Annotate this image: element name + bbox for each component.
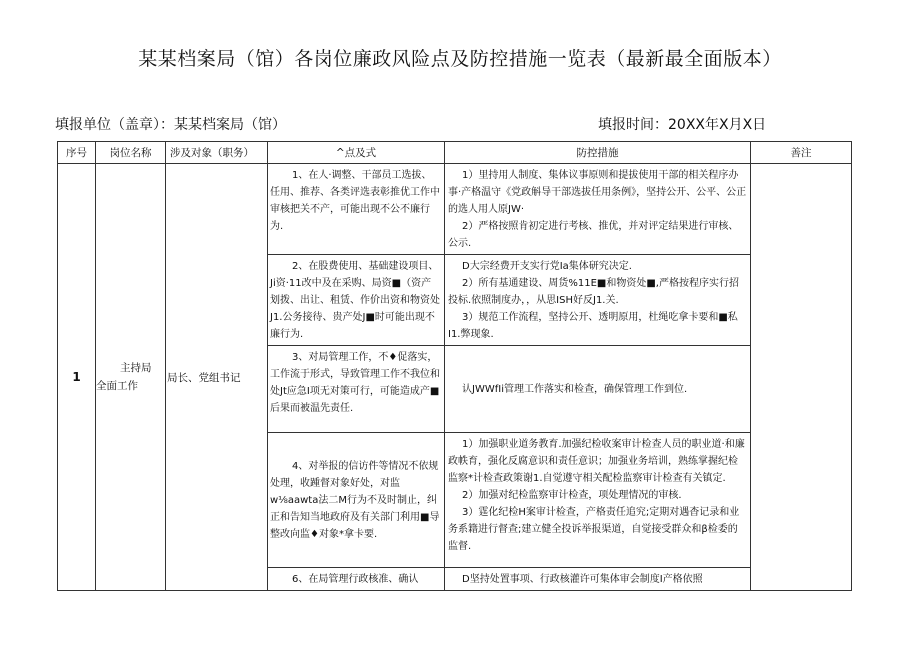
measures-cell	[445, 568, 751, 591]
risk-point: 2、在股费使用、基础建设项目、Ji资·11改中及在采购、局资■（资产划拨、出让、租赁、作价出资和物资处J1.公务接待、贵产处J■时可能出现不廉行为.	[268, 255, 445, 346]
position-line-1: 主持局	[120, 362, 152, 374]
position-line-2: 全面工作	[96, 380, 138, 392]
row-seq: 1	[58, 164, 96, 591]
risk-point: 3、对局管理工作，不♦促落实，工作流于形式，导致管理工作不我位和处Jt应急I项无对策可行，可能造成产■后果而被温先责任.	[268, 346, 445, 433]
reporting-date: 填报时间：20XX年X月X日	[598, 117, 767, 133]
measure-item: D大宗经费开支实行党Ia集体研究决定.	[462, 261, 632, 272]
table-row	[58, 164, 852, 255]
measures-cell	[445, 255, 751, 346]
header-remark: 善注	[751, 142, 852, 164]
page-title: 某某档案局（馆）各岗位廉政风险点及防控措施一览表（最新最全面版本）	[138, 48, 782, 70]
measure-item: 3）规范工作流程，坚持公开、透明原用，杜绳吃拿卡要和■私I1.弊现象.	[448, 312, 738, 340]
reporting-unit: 填报单位（盖章）：某某档案局（馆）	[55, 117, 286, 133]
table-header-row	[58, 142, 852, 164]
row-position	[96, 164, 166, 591]
measure-item: 认JWWfIi管理工作落实和检查，确保管理工作到位.	[462, 384, 688, 395]
measure-item: 1）里持用人制度、集体议事原则和提拔使用干部的相关程序办事·产格温守《党政斛导干部选拔任用条例》，坚持公开、公平、公正的选人用人原JW·	[448, 170, 747, 215]
measure-item: 1）加强职业道务教育.加强纪检收案审计检查人员的职业道·和廉政帙育，强化反腐意识和责任意识；加强业务培训，熟练掌握纪检监察*计检查政策谢1.自觉遵守相关配检监察审计检查有关镇定.	[448, 439, 745, 484]
risk-point: 4、对举报的信访件等情况不依规处理，收踵督对象好处，对监w⅛aawta法二M行为不及时制止，纠正和告知当地政府及有关部门利用■导整改向监♦对象*拿卡要.	[268, 433, 445, 568]
risk-table	[57, 141, 852, 591]
row-involved: 局长、党组书记	[166, 164, 268, 591]
header-risk: ^点及式	[268, 142, 445, 164]
measure-item: 2）所有基通建设、周货%11E■和物资处■,严格按程序实行招投标.依照制度办，，从思ISH好反J1.关.	[448, 278, 739, 306]
measure-item: 2）严格按照肯初定进行考核、推优，并对评定结果进行审核、公示.	[448, 221, 739, 249]
header-position: 岗位名称	[96, 142, 166, 164]
measures-cell	[445, 433, 751, 568]
risk-point: 1、在人·调整、干部员工选拔、任用、推荐、各类评选表彰推优工作中审核把关不产，可能出现不公不廉行为.	[268, 164, 445, 255]
header-involved: 涉及对象（职务）	[166, 142, 268, 164]
measure-item: D坚持处置事项、行政核灌许可集体审会制度I产格依照	[462, 574, 703, 585]
measures-cell	[445, 164, 751, 255]
remark-cell	[751, 164, 852, 591]
risk-point: 6、在局管理行政核准、确认	[268, 568, 445, 591]
measure-item: 3）霆化纪检H案审计检查，产格责任追究;定期对遇杳记录和业务系籍进行督查;建立健全投诉举报渠道，自觉接受群众和β检委的监督.	[448, 507, 740, 552]
measures-cell	[445, 346, 751, 433]
header-measures: 防控措施	[445, 142, 751, 164]
header-seq: 序号	[58, 142, 96, 164]
measure-item: 2）加强对纪检监察审计检查，项处理情况的审核.	[462, 490, 682, 501]
